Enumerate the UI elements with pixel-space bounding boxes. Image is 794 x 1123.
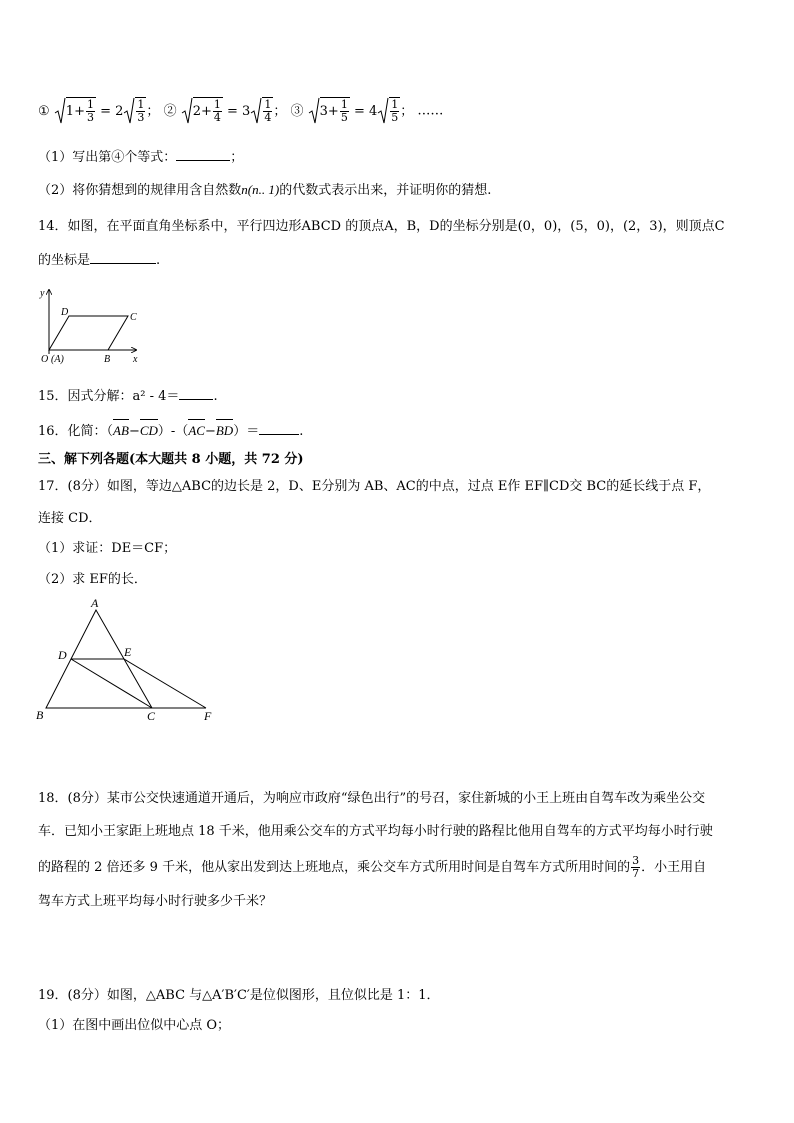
section-heading: 三、解下列各题(本大题共 8 小题，共 72 分)	[38, 452, 304, 467]
parallelogram	[49, 316, 128, 350]
formula-1: ① 1+ $\frac{1}{3}$ = 2 $\frac{1}{3}$ ；	[38, 104, 164, 119]
q17-part1: （1）求证：DE＝CF；	[38, 541, 177, 556]
svg-text:C: C	[147, 709, 156, 723]
svg-text:B: B	[36, 708, 44, 722]
formula-3: ③ 3+ $\frac{1}{5}$ = 4 $\frac{1}{5}$ ；	[290, 97, 414, 124]
q17-part2: （2）求 EF的长．	[38, 572, 147, 587]
q18-line3: 的路程的 2 倍还多 9 千米，他从家出发到达上班地点，乘公交车方式所用时间是自驾车方式所用时间的 $\frac{3}{7}$ ．小王用自	[38, 854, 707, 880]
q18-line2: 车．已知小王家距上班地点 18 千米，他用乘公交车的方式平均每小时行驶的路程比他用自驾车的方式平均每小时行驶	[38, 824, 713, 839]
formula-2: ② 2+ $\frac{1}{4}$ = 3 $\frac{1}{4}$ ；	[163, 97, 287, 124]
svg-text:C: C	[130, 312, 137, 323]
formula-line	[38, 96, 443, 126]
svg-text:A: A	[91, 596, 99, 610]
q13-part1: （1）写出第④个等式： ；	[38, 146, 243, 168]
answer-blank[interactable]	[90, 249, 156, 264]
radical-sign	[123, 96, 135, 126]
svg-text:D: D	[58, 648, 67, 662]
q18-line4: 驾车方式上班平均每小时行驶多少千米？	[38, 894, 273, 909]
q16: 16．化简：（AB−CD）-（AC−BD）＝ .	[38, 420, 303, 442]
q14-line1: 14．如图，在平面直角坐标系中，平行四边形ABCD 的顶点A，B，D的坐标分别是(0，0)，(5，0)，(2，3)，则顶点C	[38, 219, 725, 234]
circled-number: ①	[38, 103, 50, 119]
svg-text:E: E	[124, 645, 132, 659]
ellipsis: ……	[417, 103, 444, 119]
answer-blank[interactable]	[179, 385, 213, 400]
q19-line1: 19．(8分）如图，△ABC 与△A′B′C′是位似图形，且位似比是 1：1．	[38, 988, 440, 1003]
svg-text:x: x	[133, 354, 138, 365]
q15: 15．因式分解：a² - 4＝ .	[38, 385, 218, 407]
q17-line1: 17．(8分）如图，等边△ABC的边长是 2，D、E分别为 AB、AC的中点，过点 E作 EF∥CD交 BC的延长线于点 F，	[38, 479, 711, 494]
svg-text:O: O	[41, 354, 49, 365]
q13-part2: （2）将你猜想到的规律用含自然数n(n.. 1)的代数式表示出来，并证明你的猜想.	[38, 182, 492, 198]
segment-ef	[124, 659, 206, 708]
triangle-figure	[34, 596, 224, 724]
svg-text:y: y	[40, 288, 45, 299]
svg-text:B: B	[104, 354, 111, 365]
parallelogram-figure	[36, 282, 146, 366]
svg-text:(A): (A)	[51, 354, 64, 365]
svg-text:F: F	[204, 709, 212, 723]
answer-blank[interactable]	[259, 420, 299, 435]
answer-blank[interactable]	[176, 146, 230, 161]
fraction-3-7: $\frac{3}{7}$	[632, 854, 640, 880]
radical-sign	[54, 96, 66, 126]
q19-part1: （1）在图中画出位似中心点 O；	[38, 1018, 231, 1033]
q18-line1: 18．(8分）某市公交快速通道开通后，为响应市政府“绿色出行”的号召，家住新城的小王上班由自驾车改为乘坐公交	[38, 791, 706, 806]
segment-dc	[71, 659, 152, 708]
q14-line2: 的坐标是 .	[38, 249, 160, 271]
q17-line2: 连接 CD．	[38, 511, 102, 526]
svg-text:D: D	[61, 307, 69, 318]
